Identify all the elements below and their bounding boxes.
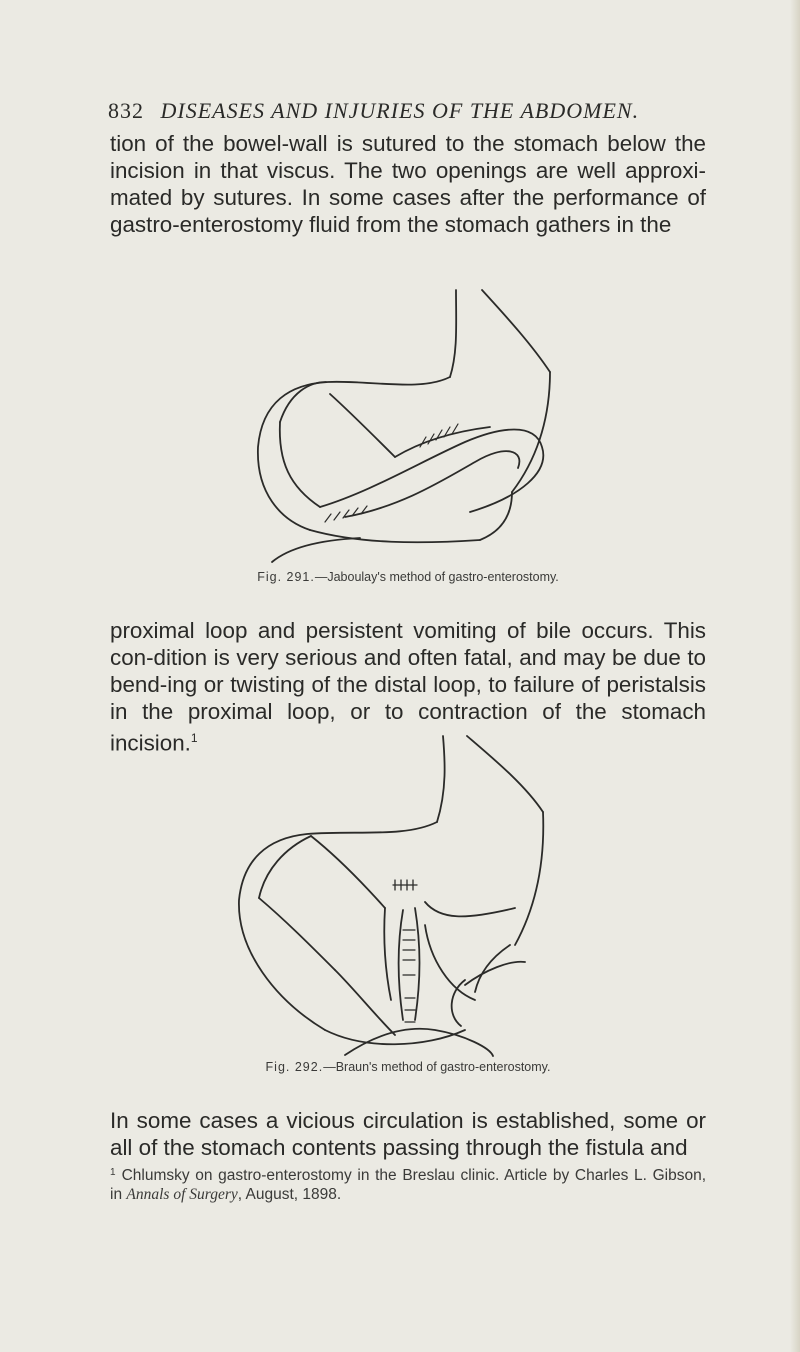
paragraph-bottom: In some cases a vicious circulation is established, some or all of the stomach contents passing through the fistula and [110,1108,706,1160]
chapter-title: DISEASES AND INJURIES OF THE ABDOMEN. [160,98,640,123]
page-number: 832 [108,98,144,123]
footnote-journal: Annals of Surgery [126,1186,238,1203]
figure-292-caption [110,1060,706,1074]
figure-291-illustration [250,282,560,567]
paragraph-mid-text: proximal loop and persistent vomiting of bile occurs. This con-dition is very serious and often fatal, and may be due to bend-ing or twisting of the distal loop, to failure of peristalsis in the proximal loop, or to contraction of the stomach incision. [110,618,706,756]
figure-291-caption [110,570,706,584]
footnote-marker: 1 [110,1167,116,1178]
figure-292-caption-text: —Braun's method of gastro-enterostomy. [323,1060,551,1074]
page-edge-shading [790,0,800,1352]
paragraph-top: tion of the bowel-wall is sutured to the stomach below the incision in that viscus. The two openings are well approxi-mated by sutures. In some cases after the performance of gastro-enterostomy fluid from the stomach gathers in the [110,131,706,237]
footnote-text-before: Chlumsky on gastro-enterostomy in the Breslau clinic. Article by Charles L. Gibson, in [110,1167,706,1203]
figure-292-illustration [225,730,565,1060]
figure-292-label: Fig. 292. [265,1060,324,1074]
running-head [108,98,708,124]
footnote-reference: 1 [190,731,198,745]
footnote [110,1163,706,1204]
figure-291-caption-text: —Jaboulay's method of gastro-enterostomy. [314,570,559,584]
footnote-text-after: , August, 1898. [237,1186,342,1203]
figure-291-label: Fig. 291. [257,570,315,584]
